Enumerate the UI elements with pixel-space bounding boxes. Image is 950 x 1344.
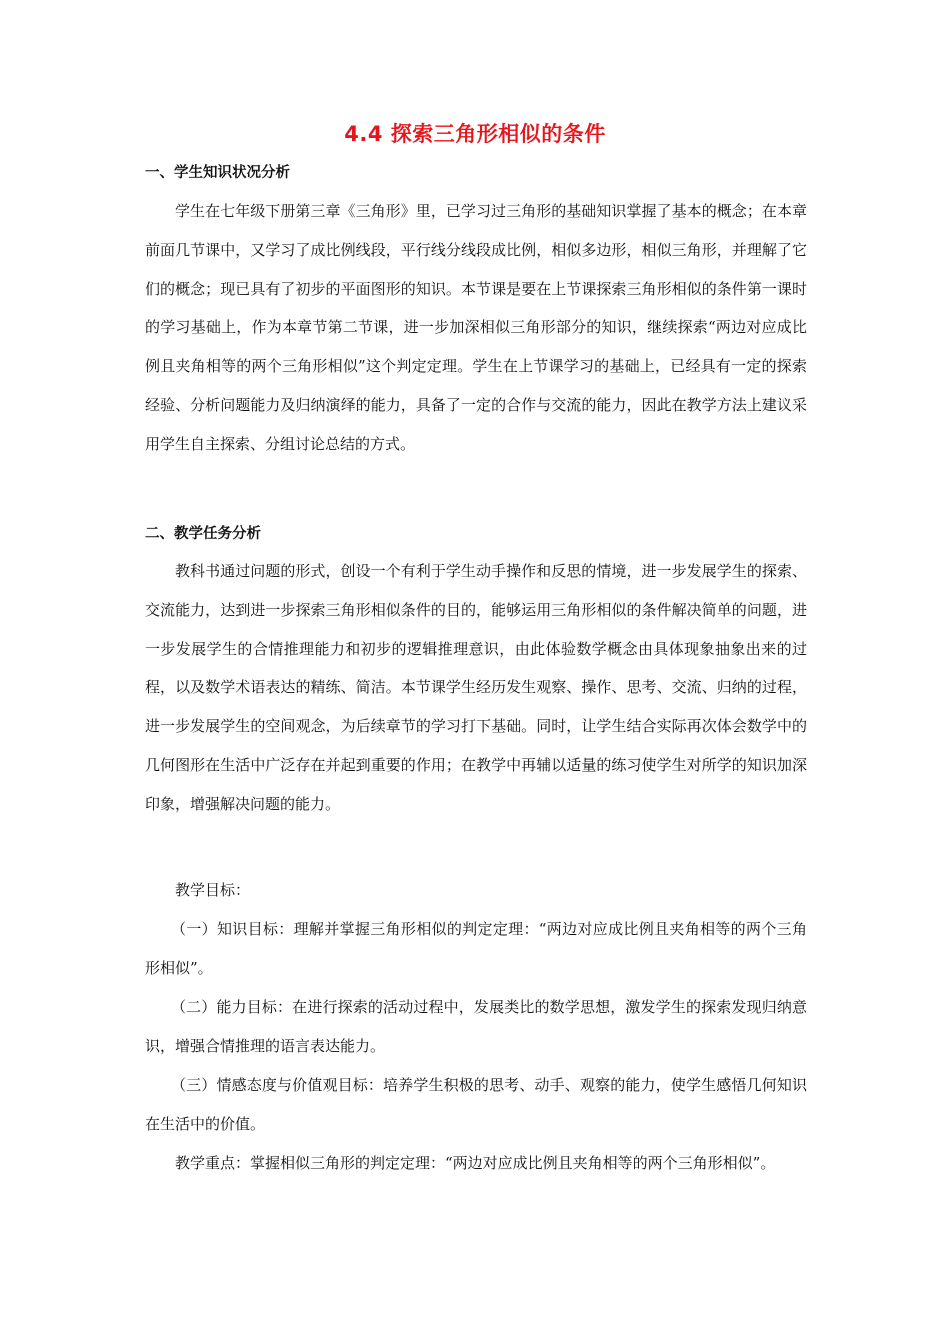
section-heading-task-analysis: 二、教学任务分析 — [145, 526, 261, 542]
objective-knowledge: （一）知识目标：理解并掌握三角形相似的判定定理：“两边对应成比例且夹角相等的两个三角形相似”。 — [145, 920, 807, 977]
paragraph-task-analysis: 教科书通过问题的形式，创设一个有利于学生动手操作和反思的情境，进一步发展学生的探索、交流能力，达到进一步探索三角形相似条件的目的，能够运用三角形相似的条件解决简单的问题，进一步发展学生的合情推理能力和初步的逻辑推理意识，由此体验数学概念由具体现象抽象出来的过程，以及数学术语表达的精练、简洁。本节课学生经历发生观察、操作、思考、交流、归纳的过程，进一步发展学生的空间观念，为后续章节的学习打下基础。同时，让学生结合实际再次体会数学中的几何图形在生活中广泛存在并起到重要的作用；在教学中再辅以适量的练习使学生对所学的知识加深印象，增强解决问题的能力。 — [145, 562, 807, 813]
objectives-label: 教学目标： — [175, 881, 251, 899]
section-heading-student-analysis: 一、学生知识状况分析 — [145, 165, 290, 181]
document-title: 4.4 探索三角形相似的条件 — [344, 122, 606, 146]
objective-emotion: （三）情感态度与价值观目标：培养学生积极的思考、动手、观察的能力，使学生感悟几何知识在生活中的价值。 — [145, 1076, 807, 1133]
paragraph-student-analysis: 学生在七年级下册第三章《三角形》里，已学习过三角形的基础知识掌握了基本的概念；在本章前面几节课中，又学习了成比例线段，平行线分线段成比例，相似多边形，相似三角形，并理解了它们的概念；现已具有了初步的平面图形的知识。本节课是要在上节课探索三角形相似的条件第一课时的学习基础上，作为本章节第二节课，进一步加深相似三角形部分的知识，继续探索“两边对应成比例且夹角相等的两个三角形相似”这个判定定理。学生在上节课学习的基础上，已经具有一定的探索经验、分析问题能力及归纳演绎的能力，具备了一定的合作与交流的能力，因此在教学方法上建议采用学生自主探索、分组讨论总结的方式。 — [145, 202, 807, 453]
key-point: 教学重点：掌握相似三角形的判定定理：“两边对应成比例且夹角相等的两个三角形相似”。 — [175, 1154, 776, 1172]
objective-ability: （二）能力目标：在进行探索的活动过程中，发展类比的数学思想，激发学生的探索发现归纳意识，增强合情推理的语言表达能力。 — [145, 998, 807, 1055]
